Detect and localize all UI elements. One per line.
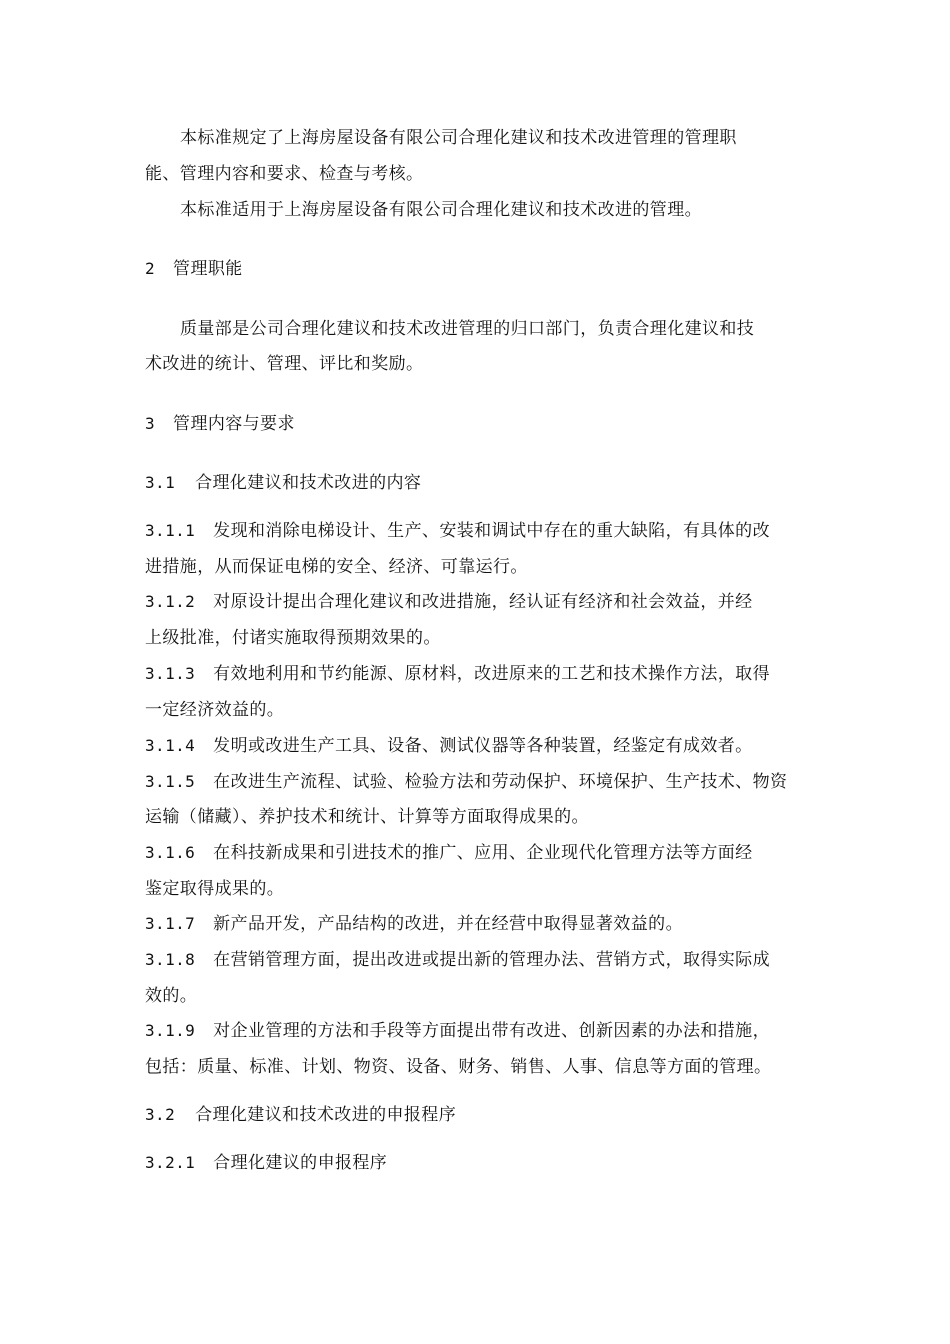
clause-number: 3.1.8 [145,950,196,969]
intro-paragraph-2: 本标准适用于上海房屋设备有限公司合理化建议和技术改进的管理。 [180,200,702,220]
section-number: 3 [145,414,156,433]
section-title: 合理化建议的申报程序 [213,1153,388,1173]
clause-3-1-1-line-1 [145,520,825,542]
clause-3-1-5-line-1 [145,771,825,793]
clause-text: 发明或改进生产工具、设备、测试仪器等各种装置，经鉴定有成效者。 [213,736,753,756]
section-3-2-1-heading [145,1152,825,1174]
clause-number: 3.1.7 [145,914,196,933]
clause-number: 3.1.2 [145,592,196,611]
section-2-heading [145,258,825,280]
clause-3-1-8-line-1 [145,949,825,971]
clause-3-1-6-line-2: 鉴定取得成果的。 [145,879,285,899]
clause-number: 3.1.4 [145,736,196,755]
clause-number: 3.1.9 [145,1021,196,1040]
clause-3-1-2-line-2: 上级批准，付诸实施取得预期效果的。 [145,628,441,648]
clause-3-1-9-line-2: 包括：质量、标准、计划、物资、设备、财务、销售、人事、信息等方面的管理。 [145,1057,772,1077]
section-number: 3.2.1 [145,1153,196,1172]
clause-3-1-1-line-2: 进措施，从而保证电梯的安全、经济、可靠运行。 [145,557,528,577]
section-title: 合理化建议和技术改进的申报程序 [195,1105,457,1125]
clause-3-1-5-line-2: 运输（储藏）、养护技术和统计、计算等方面取得成果的。 [145,807,589,827]
clause-text: 有效地利用和节约能源、原材料，改进原来的工艺和技术操作方法，取得 [213,664,770,684]
section-number: 3.2 [145,1105,176,1124]
clause-3-1-3-line-2: 一定经济效益的。 [145,700,285,720]
clause-3-1-3-line-1 [145,663,825,685]
clause-number: 3.1.3 [145,664,196,683]
section-3-heading [145,413,825,435]
intro-paragraph-1-line-1: 本标准规定了上海房屋设备有限公司合理化建议和技术改进管理的管理职 [180,128,737,148]
section-title: 管理职能 [173,259,243,279]
clause-3-1-6-line-1 [145,842,825,864]
section-title: 管理内容与要求 [173,414,295,434]
intro-paragraph-1-line-2: 能、管理内容和要求、检查与考核。 [145,164,424,184]
clause-number: 3.1.5 [145,772,196,791]
section-2-paragraph-line-1: 质量部是公司合理化建议和技术改进管理的归口部门，负责合理化建议和技 [180,319,755,339]
clause-text: 新产品开发，产品结构的改进，并在经营中取得显著效益的。 [213,914,683,934]
clause-text: 在改进生产流程、试验、检验方法和劳动保护、环境保护、生产技术、物资 [213,772,788,792]
clause-number: 3.1.6 [145,843,196,862]
clause-3-1-4-line-1 [145,735,825,757]
clause-3-1-2-line-1 [145,591,825,613]
clause-text: 在科技新成果和引进技术的推广、应用、企业现代化管理方法等方面经 [213,843,753,863]
clause-text: 对企业管理的方法和手段等方面提出带有改进、创新因素的办法和措施， [213,1021,770,1041]
clause-3-1-9-line-1 [145,1020,825,1042]
clause-text: 在营销管理方面，提出改进或提出新的管理办法、营销方式，取得实际成 [213,950,770,970]
clause-text: 发现和消除电梯设计、生产、安装和调试中存在的重大缺陷，有具体的改 [213,521,770,541]
section-number: 2 [145,259,156,278]
section-3-1-heading [145,472,825,494]
clause-number: 3.1.1 [145,521,196,540]
section-title: 合理化建议和技术改进的内容 [195,473,422,493]
clause-text: 对原设计提出合理化建议和改进措施，经认证有经济和社会效益，并经 [213,592,753,612]
section-number: 3.1 [145,473,176,492]
clause-3-1-8-line-2: 效的。 [145,986,198,1006]
section-3-2-heading [145,1104,825,1126]
section-2-paragraph-line-2: 术改进的统计、管理、评比和奖励。 [145,354,424,374]
clause-3-1-7-line-1 [145,913,825,935]
